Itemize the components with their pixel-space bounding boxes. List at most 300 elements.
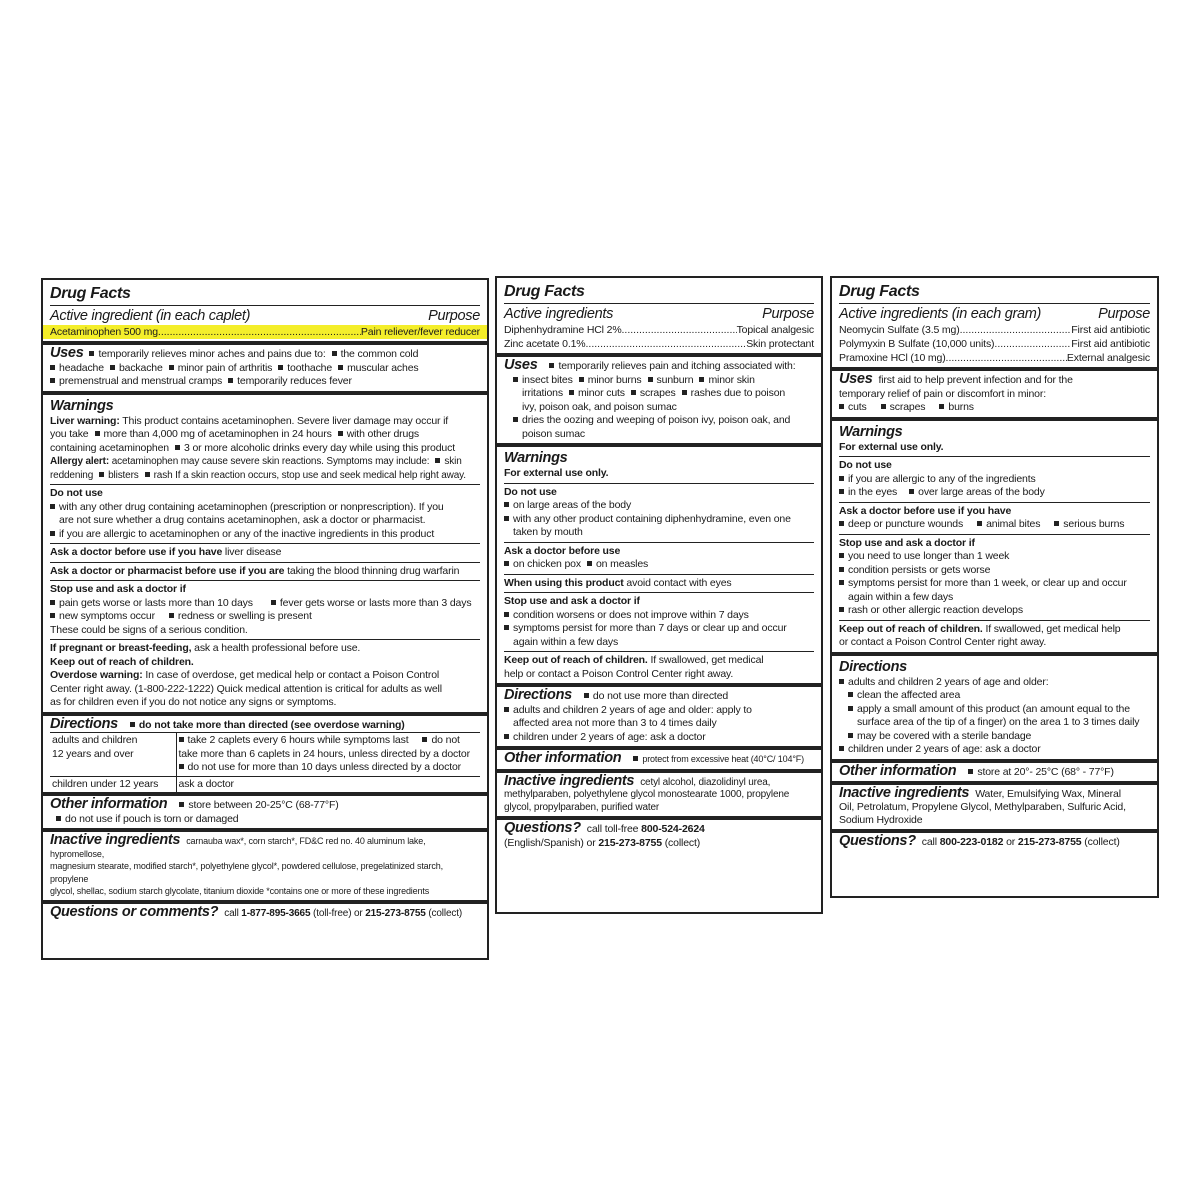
bullet-icon <box>839 489 844 494</box>
other-information-item: do not use if pouch is torn or damaged <box>65 812 239 825</box>
bullet-icon <box>169 613 174 618</box>
questions-heading: Questions? <box>504 820 581 836</box>
do-not-use-label: Do not use <box>50 487 103 499</box>
bullet-icon <box>145 472 150 477</box>
bullet-icon <box>228 378 233 383</box>
uses-item: rashes due to poison <box>690 387 786 399</box>
ingredient-name: Diphenhydramine HCl 2% <box>504 324 622 336</box>
active-ingredient-header <box>504 305 814 323</box>
directions-what: ask a doctor <box>178 777 234 790</box>
bullet-icon <box>110 365 115 370</box>
divider <box>50 484 480 485</box>
bullet-icon <box>633 756 638 761</box>
bullet-icon <box>977 521 982 526</box>
divider <box>832 417 1157 421</box>
drug-facts-title: Drug Facts <box>839 283 920 300</box>
purpose-heading: Purpose <box>428 308 480 324</box>
divider <box>50 562 480 563</box>
uses-item: minor cuts <box>577 387 625 399</box>
do-not-use-item: in the eyes <box>848 486 898 498</box>
phone-number[interactable]: 215-273-8755 <box>1017 836 1082 848</box>
uses-item: backache <box>118 361 163 374</box>
inactive-ingredients-section <box>839 787 1150 827</box>
ask-doctor-label: Ask a doctor before use <box>504 544 621 557</box>
ingredient-row <box>839 323 1150 337</box>
phone-number[interactable]: 215-273-8755 <box>365 907 426 919</box>
keep-out-of-reach: Keep out of reach of children. <box>50 655 194 668</box>
other-information-item: protect from excessive heat (40°C/ 104°F) <box>642 754 804 764</box>
uses-text: temporary relief of pain or discomfort in minor: <box>839 387 1046 400</box>
directions-item: surface area of the tip of a finger) on the area 1 to 3 times daily <box>857 716 1140 728</box>
divider <box>832 367 1157 371</box>
table-row <box>50 776 480 792</box>
directions-who: adults and children <box>52 734 138 746</box>
divider <box>839 502 1150 503</box>
divider <box>497 769 821 773</box>
drug-facts-panel-anti-itch <box>495 276 823 914</box>
overdose-label: Overdose warning: <box>50 669 143 681</box>
divider <box>839 620 1150 621</box>
questions-section <box>50 903 480 921</box>
ingredient-row <box>504 323 814 337</box>
uses-item: dries the oozing and weeping of poison ivy, poison oak, and <box>522 414 791 426</box>
bullet-icon <box>278 365 283 370</box>
uses-heading: Uses <box>839 371 873 387</box>
divider <box>839 303 1150 304</box>
ingredient-row <box>839 351 1150 365</box>
bullet-icon <box>50 378 55 383</box>
questions-heading: Questions? <box>839 833 916 849</box>
do-not-use-item: if you are allergic to any of the ingredients <box>848 472 1036 485</box>
stop-use-item: rash or other allergic reaction develops <box>848 604 1023 616</box>
uses-heading: Uses <box>504 357 538 373</box>
ask-pharmacist-section <box>50 565 480 579</box>
external-use-note: For external use only. <box>504 467 609 479</box>
bullet-icon <box>504 502 509 507</box>
inactive-ingredients-text: Oil, Petrolatum, Propylene Glycol, Methylparaben, Sulfuric Acid, <box>839 801 1126 813</box>
questions-heading: Questions or comments? <box>50 903 219 920</box>
external-use-note: For external use only. <box>839 440 944 453</box>
bullet-icon <box>939 404 944 409</box>
drug-facts-panel-antibiotic <box>830 276 1159 898</box>
allergy-alert-text: reddening <box>50 469 94 481</box>
other-information-item: store at 20°- 25°C (68° - 77°F) <box>977 765 1114 778</box>
uses-item: ivy, poison oak, and poison sumac <box>522 400 677 413</box>
ask-doctor-section <box>504 545 814 572</box>
ask-doctor-item: animal bites <box>986 518 1041 530</box>
other-information-section <box>50 798 480 826</box>
keep-out-text: help or contact a Poison Control Center right away. <box>504 667 734 680</box>
stop-use-label: Stop use and ask a doctor if <box>504 595 640 607</box>
bullet-icon <box>839 521 844 526</box>
divider <box>50 543 480 544</box>
stop-use-item: redness or swelling is present <box>177 610 312 622</box>
bullet-icon <box>50 531 55 536</box>
uses-section <box>50 347 480 389</box>
do-not-use-label: Do not use <box>839 459 892 471</box>
bullet-icon <box>130 722 135 727</box>
bullet-icon <box>175 445 180 450</box>
bullet-icon <box>50 365 55 370</box>
bullet-icon <box>169 365 174 370</box>
directions-what-cell <box>176 776 480 792</box>
questions-text: (collect) <box>664 836 701 849</box>
do-not-use-item: with any other product containing diphenhydramine, even one <box>513 512 791 525</box>
keep-out-section <box>839 623 1150 650</box>
directions-heading: Directions <box>504 687 572 703</box>
leader-dots <box>946 351 1067 365</box>
table-row <box>50 733 480 777</box>
bullet-icon <box>682 390 687 395</box>
divider <box>50 305 480 306</box>
uses-item: temporarily reduces fever <box>237 375 352 387</box>
directions-heading: Directions <box>50 715 118 732</box>
bullet-icon <box>179 737 184 742</box>
liver-warning-item: 3 or more alcoholic drinks every day while using this product <box>184 441 455 454</box>
bullet-icon <box>338 365 343 370</box>
uses-item: sunburn <box>656 373 694 386</box>
do-not-use-section <box>50 487 480 541</box>
divider <box>50 639 480 640</box>
stop-use-item: again within a few days <box>848 590 954 603</box>
bullet-icon <box>513 377 518 382</box>
inactive-ingredients-heading: Inactive ingredients <box>839 785 970 801</box>
directions-item: apply a small amount of this product (an amount equal to the <box>857 702 1130 715</box>
divider <box>504 542 814 543</box>
uses-item: premenstrual and menstrual cramps <box>59 375 223 387</box>
bullet-icon <box>968 769 973 774</box>
inactive-ingredients-section <box>50 834 480 898</box>
warnings-heading: Warnings <box>839 423 903 440</box>
bullet-icon <box>848 692 853 697</box>
uses-item: scrapes <box>889 401 926 413</box>
directions-header <box>50 715 480 733</box>
inactive-ingredients-text: glycol, shellac, sodium starch glycolate, titanium dioxide *contains one or more of these ingredients <box>50 886 430 896</box>
bullet-icon <box>504 561 509 566</box>
do-not-use-section <box>504 486 814 540</box>
stop-use-note: These could be signs of a serious condition. <box>50 623 248 636</box>
inactive-ingredients-text: Sodium Hydroxide <box>839 814 923 826</box>
other-information-section <box>504 752 814 767</box>
when-using-section <box>504 577 814 591</box>
do-not-use-item: with any other drug containing acetaminophen (prescription or nonprescription). If you <box>59 500 444 513</box>
questions-text: (English/Spanish) or <box>504 836 596 849</box>
ingredient-purpose: First aid antibiotic <box>1071 324 1150 336</box>
ingredient-name: Acetaminophen 500 mg <box>50 326 158 338</box>
bullet-icon <box>839 567 844 572</box>
bullet-icon <box>839 553 844 558</box>
inactive-ingredients-heading: Inactive ingredients <box>50 832 181 848</box>
bullet-icon <box>179 802 184 807</box>
bullet-icon <box>839 476 844 481</box>
directions-who-cell <box>50 733 176 777</box>
ask-doctor-label: Ask a doctor before use if you have <box>839 504 1012 517</box>
bullet-icon <box>839 607 844 612</box>
allergy-alert-item: skin <box>444 456 462 467</box>
ask-doctor-section <box>50 546 480 560</box>
bullet-icon <box>89 351 94 356</box>
directions-note: do not take more than directed (see overdose warning) <box>138 718 405 731</box>
divider <box>504 574 814 575</box>
directions-what-cell <box>176 733 480 777</box>
leader-dots <box>622 323 737 337</box>
phone-number[interactable]: 800-223-0182 <box>939 836 1004 848</box>
divider <box>43 900 487 904</box>
bullet-icon <box>839 404 844 409</box>
bullet-icon <box>631 390 636 395</box>
phone-number[interactable]: 1-877-895-3665 <box>241 907 311 919</box>
divider <box>43 391 487 395</box>
when-using-label: When using this product <box>504 576 624 589</box>
uses-item: poison sumac <box>522 427 585 440</box>
directions-item: affected area not more than 3 to 4 times daily <box>513 717 717 729</box>
uses-item: minor pain of arthritis <box>177 361 273 374</box>
other-information-item: store between 20-25°C (68-77°F) <box>188 799 339 811</box>
inactive-ingredients-text: glycol, propylparaben, purified water <box>504 801 660 813</box>
stop-use-item: fever gets worse or lasts more than 3 days <box>279 596 472 609</box>
other-information-heading: Other information <box>50 796 168 812</box>
bullet-icon <box>271 600 276 605</box>
overdose-text: as for children even if you do not notice any signs or symptoms. <box>50 696 337 708</box>
ingredient-name: Zinc acetate 0.1% <box>504 338 586 350</box>
inactive-ingredients-text: cetyl alcohol, diazolidinyl urea, <box>640 776 771 788</box>
ask-doctor-label: Ask a doctor before use if you have <box>50 546 223 558</box>
divider <box>497 443 821 447</box>
phone-number[interactable]: 215-273-8755 <box>598 836 662 849</box>
divider <box>832 652 1157 656</box>
liver-warning-text: This product contains acetaminophen. Severe liver damage may occur if <box>122 414 449 427</box>
bullet-icon <box>422 737 427 742</box>
active-ingredient-heading: Active ingredients <box>504 306 614 322</box>
divider <box>839 456 1150 457</box>
bullet-icon <box>848 706 853 711</box>
purpose-heading: Purpose <box>1098 306 1150 322</box>
liver-warning-label: Liver warning: <box>50 414 120 427</box>
overdose-text: In case of overdose, get medical help or contact a Poison Control <box>145 669 440 681</box>
stop-use-section <box>50 583 480 637</box>
directions-item: clean the affected area <box>857 689 961 701</box>
uses-section <box>504 359 814 441</box>
other-information-heading: Other information <box>839 762 957 779</box>
inactive-ingredients-text: Water, Emulsifying Wax, Mineral <box>975 788 1121 800</box>
ask-doctor-item: serious burns <box>1063 518 1125 530</box>
stop-use-label: Stop use and ask a doctor if <box>50 583 186 595</box>
ingredient-name: Pramoxine HCl (10 mg) <box>839 352 946 364</box>
leader-dots <box>960 323 1072 337</box>
active-ingredient-heading: Active ingredients (in each gram) <box>839 306 1042 322</box>
questions-section <box>504 822 814 850</box>
ask-doctor-text: liver disease <box>224 546 282 558</box>
bullet-icon <box>504 625 509 630</box>
directions-item: may be covered with a sterile bandage <box>857 729 1032 742</box>
ingredient-name: Neomycin Sulfate (3.5 mg) <box>839 324 960 336</box>
pregnancy-text: ask a health professional before use. <box>194 642 361 654</box>
keep-out-of-reach: Keep out of reach of children. <box>839 622 983 635</box>
questions-section <box>839 835 1150 850</box>
bullet-icon <box>338 431 343 436</box>
bullet-icon <box>587 561 592 566</box>
keep-out-text: If swallowed, get medical <box>650 654 764 666</box>
bullet-icon <box>839 679 844 684</box>
bullet-icon <box>50 600 55 605</box>
allergy-alert-item: blisters <box>108 469 139 481</box>
uses-item: temporarily relieves minor aches and pains due to: <box>98 348 326 360</box>
do-not-use-item: are not sure whether a drug contains acetaminophen, ask a doctor or pharmacist. <box>59 514 426 526</box>
uses-item: toothache <box>287 361 333 374</box>
do-not-use-label: Do not use <box>504 485 557 498</box>
stop-use-label: Stop use and ask a doctor if <box>839 536 975 549</box>
uses-item: temporarily relieves pain and itching associated with: <box>558 360 796 372</box>
divider <box>839 534 1150 535</box>
ask-doctor-item: deep or puncture wounds <box>848 518 964 530</box>
directions-what: do not use for more than 10 days unless directed by a doctor <box>187 761 462 773</box>
purpose-heading: Purpose <box>762 306 814 322</box>
bullet-icon <box>513 417 518 422</box>
divider <box>43 712 487 716</box>
bullet-icon <box>179 764 184 769</box>
bullet-icon <box>839 746 844 751</box>
uses-text: first aid to help prevent infection and for the <box>878 374 1073 386</box>
bullet-icon <box>699 377 704 382</box>
ingredient-purpose: Pain reliever/fever reducer <box>360 326 480 338</box>
ingredient-purpose: Topical analgesic <box>736 324 814 336</box>
allergy-alert-item: rash <box>153 469 173 481</box>
do-not-use-section <box>839 459 1150 500</box>
stop-use-item: again within a few days <box>513 635 619 648</box>
pregnancy-section <box>50 642 480 710</box>
keep-out-text: If swallowed, get medical help <box>985 622 1121 635</box>
uses-item: minor burns <box>587 373 642 386</box>
uses-item: irritations <box>522 387 563 399</box>
active-ingredient-heading: Active ingredient (in each caplet) <box>50 308 251 324</box>
drug-facts-title: Drug Facts <box>504 283 585 300</box>
drug-facts-title: Drug Facts <box>50 285 131 302</box>
do-not-use-item: on large areas of the body <box>513 499 632 511</box>
ingredient-row <box>43 325 487 339</box>
ask-doctor-section <box>839 505 1150 532</box>
directions-who-cell <box>50 776 176 792</box>
bullet-icon <box>909 489 914 494</box>
allergy-alert-text: acetaminophen may cause severe skin reactions. Symptoms may include: <box>111 456 430 467</box>
divider <box>43 341 487 345</box>
bullet-icon <box>549 363 554 368</box>
uses-heading: Uses <box>50 345 84 361</box>
uses-item: minor skin <box>708 373 755 386</box>
divider <box>504 592 814 593</box>
when-using-text: avoid contact with eyes <box>626 576 732 589</box>
directions-note: do not use more than directed <box>592 690 729 702</box>
directions-who: children under 12 years <box>52 777 159 790</box>
ingredient-row <box>839 337 1150 351</box>
divider <box>832 759 1157 763</box>
liver-warning-item: more than 4,000 mg of acetaminophen in 24 hours <box>103 428 332 440</box>
inactive-ingredients-text: carnauba wax*, corn starch*, FD&C red no. 40 aluminum lake, hypromellose, <box>50 836 426 859</box>
divider <box>50 580 480 581</box>
do-not-use-item: if you are allergic to acetaminophen or any of the inactive ingredients in this product <box>59 527 435 540</box>
inactive-ingredients-text: methylparaben, polyethylene glycol monostearate 1000, propylene <box>504 789 790 800</box>
bullet-icon <box>50 504 55 509</box>
directions-item: adults and children 2 years of age and older: apply to <box>513 703 752 716</box>
uses-item: headache <box>59 361 104 374</box>
directions-section <box>504 689 814 744</box>
directions-heading: Directions <box>839 658 907 675</box>
bullet-icon <box>504 516 509 521</box>
active-ingredient-header <box>839 305 1150 323</box>
divider <box>504 303 814 304</box>
questions-text: call <box>224 907 239 919</box>
liver-warning-item: with other drugs <box>346 428 419 440</box>
directions-section <box>839 676 1150 757</box>
bullet-icon <box>504 612 509 617</box>
directions-what: do not <box>431 734 460 746</box>
pregnancy-label: If pregnant or breast-feeding, <box>50 642 192 654</box>
directions-item: children under 2 years of age: ask a doctor <box>848 743 1041 755</box>
bullet-icon <box>504 734 509 739</box>
ask-doctor-item: on measles <box>595 558 649 570</box>
warnings-heading: Warnings <box>504 450 568 466</box>
active-ingredient-header <box>50 307 480 325</box>
stop-use-item: you need to use longer than 1 week <box>848 550 1010 562</box>
directions-table <box>50 732 480 792</box>
liver-warning <box>50 415 480 456</box>
leader-dots <box>158 325 361 339</box>
ingredient-purpose: First aid antibiotic <box>1071 338 1150 350</box>
uses-section <box>839 373 1150 415</box>
phone-number[interactable]: 800-524-2624 <box>641 823 705 835</box>
do-not-use-item: taken by mouth <box>513 526 583 538</box>
stop-use-item: condition persists or gets worse <box>848 563 991 576</box>
bullet-icon <box>504 707 509 712</box>
ingredient-row <box>504 337 814 351</box>
uses-item: scrapes <box>639 387 676 399</box>
allergy-alert-label: Allergy alert: <box>50 456 110 467</box>
uses-item: insect bites <box>522 373 573 386</box>
bullet-icon <box>569 390 574 395</box>
directions-item: adults and children 2 years of age and older: <box>848 675 1049 688</box>
questions-text: or <box>1006 836 1016 848</box>
bullet-icon <box>1054 521 1059 526</box>
questions-text: (toll-free) or <box>313 907 363 919</box>
ask-doctor-item: on chicken pox <box>513 558 581 570</box>
uses-item: muscular aches <box>347 361 419 374</box>
warnings-heading: Warnings <box>50 397 114 414</box>
divider <box>504 483 814 484</box>
bullet-icon <box>839 580 844 585</box>
allergy-alert-text: If a skin reaction occurs, stop use and seek medical help right away. <box>175 469 466 481</box>
bullet-icon <box>56 816 61 821</box>
keep-out-of-reach: Keep out of reach of children. <box>504 654 648 666</box>
stop-use-item: new symptoms occur <box>59 610 155 622</box>
questions-text: (collect) <box>428 907 463 919</box>
ingredient-name: Polymyxin B Sulfate (10,000 units) <box>839 338 995 350</box>
stop-use-section <box>504 595 814 649</box>
stop-use-item: condition worsens or does not improve within 7 days <box>513 608 749 621</box>
uses-item: the common cold <box>340 348 419 360</box>
bullet-icon <box>584 693 589 698</box>
directions-item: children under 2 years of age: ask a doctor <box>513 730 706 743</box>
overdose-text: Center right away. (1-800-222-1222) Quick medical attention is critical for adults as well <box>50 682 442 695</box>
drug-facts-panel-acetaminophen <box>41 278 489 960</box>
uses-item: cuts <box>848 401 867 413</box>
ingredient-purpose: Skin protectant <box>746 338 814 350</box>
liver-warning-text: containing acetaminophen <box>50 441 169 454</box>
directions-what: take 2 caplets every 6 hours while symptoms last <box>187 734 409 746</box>
ask-pharmacist-text: taking the blood thinning drug warfarin <box>287 564 460 577</box>
bullet-icon <box>332 351 337 356</box>
bullet-icon <box>435 458 440 463</box>
other-information-heading: Other information <box>504 750 622 766</box>
directions-what: take more than 6 caplets in 24 hours, unless directed by a doctor <box>178 747 470 760</box>
